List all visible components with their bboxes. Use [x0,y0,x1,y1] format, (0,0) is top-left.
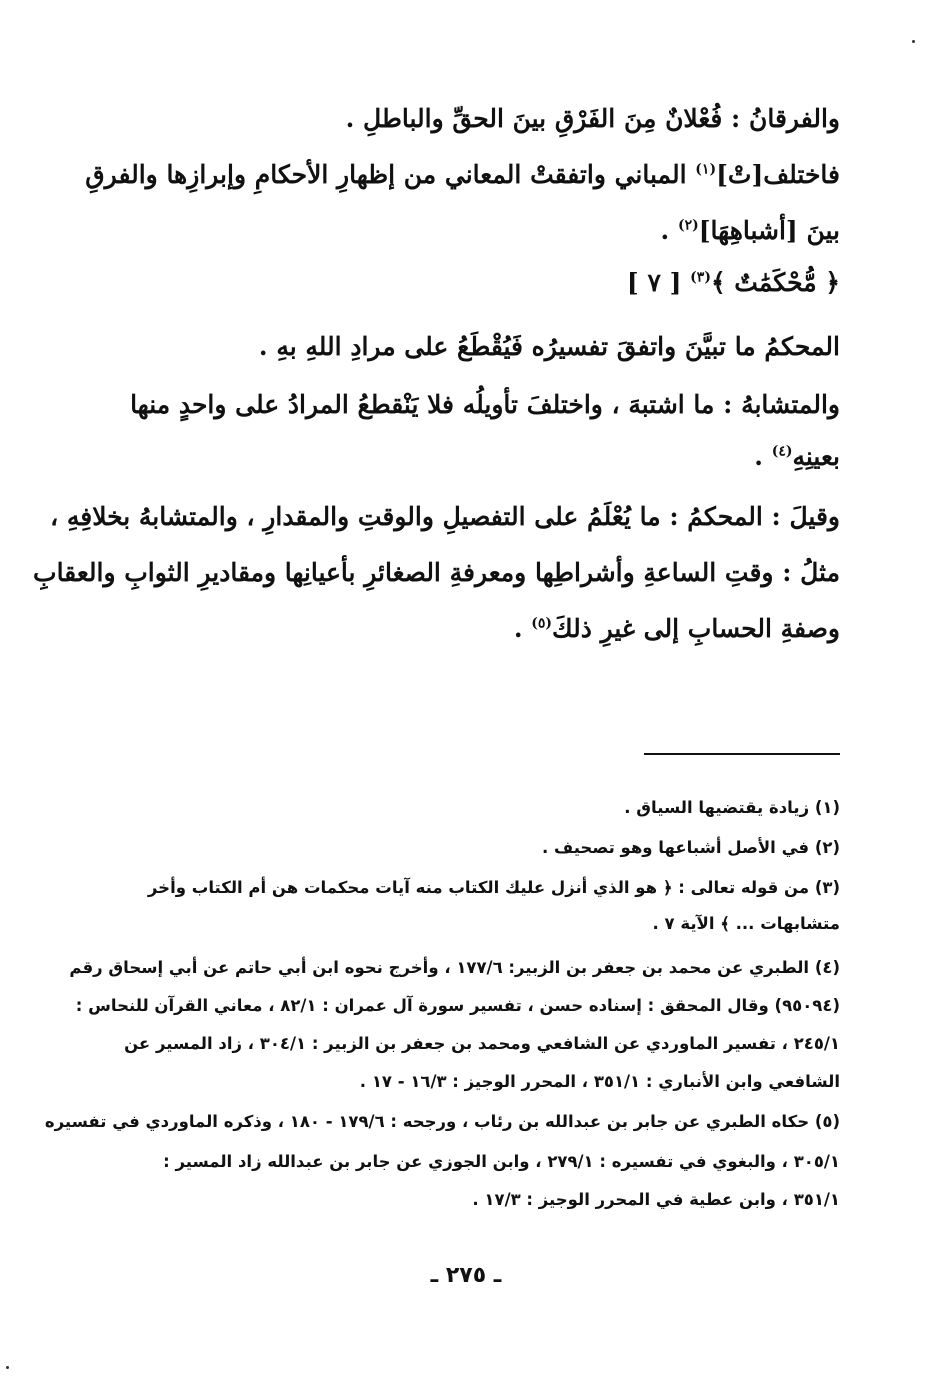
body-line-8: مثلُ : وقتِ الساعةِ وأشراطِها ومعرفةِ الصغائرِ بأعيانِها ومقاديرِ الثوابِ والعقابِ [33,558,840,587]
footnote-5-cont-2: ٣٥١/١ ، وابن عطية في المحرر الوجيز : ١٧/٣ . [472,1190,840,1209]
footnote-3: (٣) من قوله تعالى : ﴿ هو الذي أنزل عليك الكتاب منه آيات محكمات هن أم الكتاب وأخر [147,878,840,897]
footnote-separator [644,753,840,755]
footnote-ref-5: (٥) [531,615,553,632]
footnote-1: (١) زيادة يقتضيها السياق . [624,798,840,817]
footnote-5: (٥) حكاه الطبري عن جابر بن عبدالله بن رئاب ، ورجحه : ١٧٩/٦ - ١٨٠ ، وذكره الماوردي في تفسيره [44,1112,840,1131]
body-line-2: فاختلف[تْ]$^{(١)}$ المباني واتفقتْ المعاني من إظهارِ الأحكامِ وإبرازِها والفرقِ [85,160,840,189]
footnote-4-cont-1: (٩٥٠٩٤) وقال المحقق : إسناده حسن ، تفسير سورة آل عمران : ٨٢/١ ، معاني القرآن للنحاس : [75,996,840,1015]
body-line-9: وصفةِ الحسابِ إلى غيرِ ذلكَ$^{(٥)}$ . [513,614,840,643]
body-line-1: والفرقانُ : فُعْلانٌ مِنَ الفَرْقِ بينَ الحقِّ والباطلِ . [345,104,840,133]
footnote-ref-1: (١) [695,161,717,178]
footnote-4: (٤) الطبري عن محمد بن جعفر بن الزبير: ١٧٧/٦ ، وأخرج نحوه ابن أبي حاتم عن أبي إسحاق رقم [69,958,840,977]
footnote-5-cont-1: ٣٠٥/١ ، والبغوي في تفسيره : ٢٧٩/١ ، وابن الجوزي عن جابر بن عبدالله زاد المسير : [163,1152,840,1171]
body-line-5: والمتشابهُ : ما اشتبهَ ، واختلفَ تأويلُه فلا يَنْقطعُ المرادُ على واحدٍ منها [130,390,840,419]
scan-speck [6,1366,9,1369]
footnote-4-cont-3: الشافعي وابن الأنباري : ٣٥١/١ ، المحرر الوجيز : ١٦/٣ - ١٧ . [359,1072,840,1091]
footnote-3-cont: متشابهات ... ﴾ الآية ٧ . [652,914,840,933]
body-line-3: بينَ [أشباهِهَا]$^{(٢)}$ . [660,216,840,245]
footnote-2: (٢) في الأصل أشباعها وهو تصحيف . [542,838,840,857]
body-line-7: وقيلَ : المحكمُ : ما يُعْلَمُ على التفصيلِ والوقتِ والمقدارِ ، والمتشابهُ بخلافِهِ ، [50,502,840,531]
verse-number: [ ٧ ] [626,268,682,297]
verse-heading [627,266,840,300]
footnote-4-cont-2: ٢٤٥/١ ، تفسير الماوردي عن الشافعي ومحمد بن جعفر بن الزبير : ٣٠٤/١ ، زاد المسير عن [124,1034,840,1053]
footnote-ref-3: (٣) [690,269,711,286]
footnote-ref-2: (٢) [677,217,699,234]
body-line-6: بعينِهِ$^{(٤)}$ . [754,442,840,471]
page-number: ـ ٢٧٥ ـ [430,1263,502,1288]
verse-word: ﴿ مُّحْكَمَٰتٌ ﴾ [710,268,840,297]
body-line-4: المحكمُ ما تبيَّنَ واتفقَ تفسيرُه فَيُقْطَعُ على مرادِ اللهِ بهِ . [258,332,840,361]
scan-speck [912,40,915,43]
footnote-ref-4: (٤) [771,443,793,460]
